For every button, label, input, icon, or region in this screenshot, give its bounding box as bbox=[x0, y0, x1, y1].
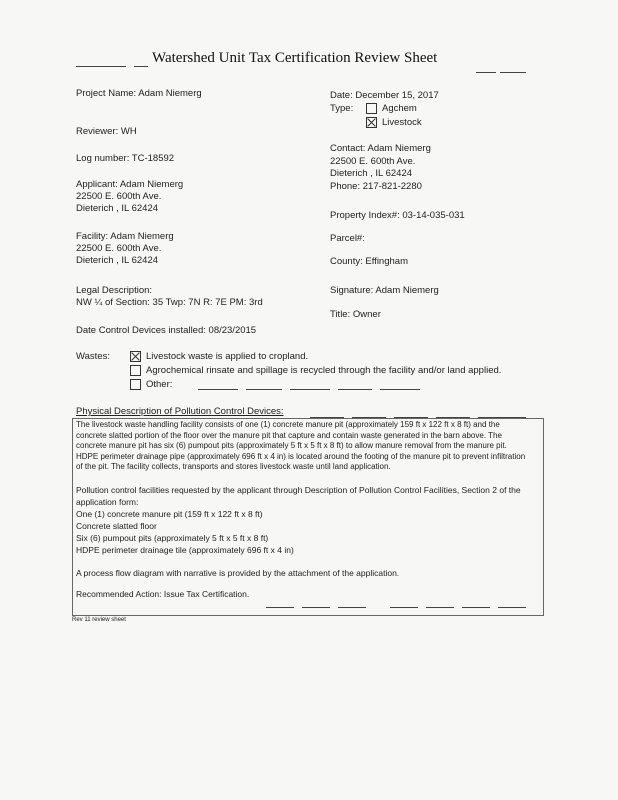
contact-phone: Phone: 217-821-2280 bbox=[330, 180, 422, 192]
requested-facilities-list bbox=[76, 508, 294, 556]
review-date: Date: December 15, 2017 bbox=[330, 90, 439, 101]
reviewer: Reviewer: WH bbox=[76, 126, 137, 137]
waste-option-other bbox=[130, 379, 172, 390]
type-label: Type: bbox=[330, 103, 354, 114]
facility-street: 22500 E. 600th Ave. bbox=[76, 243, 162, 254]
revision-note: Rev 11 review sheet bbox=[72, 617, 126, 623]
waste-agrochemical-checkbox bbox=[130, 365, 141, 376]
parcel-number: Parcel#: bbox=[330, 233, 365, 244]
contact-street: 22500 E. 600th Ave. bbox=[330, 155, 416, 167]
type-livestock bbox=[366, 117, 422, 128]
applicant-block bbox=[76, 179, 183, 215]
agchem-checkbox bbox=[366, 103, 377, 114]
contact-city: Dieterich , IL 62424 bbox=[330, 168, 413, 179]
physical-description-text: The livestock waste handling facility consists of one (1) concrete manure pit (approximately 159 ft x 122 ft x 8 ft) and the concrete slatted portion of the floor over the manure pit that capture and contain waste generated in the barn above. The concrete manure pit has six (6) pumpout pits (approximately 5 ft x 5 ft x 8 ft) to allow manure removal from the manure pit. HDPE perimeter drainage pipe (approximately 696 ft x 4 in) is located around the footing of the manure pit to prevent infiltration of the pit. The facility collects, transports and stores livestock waste until land application. bbox=[76, 420, 526, 471]
legal-description bbox=[76, 285, 263, 309]
applicant-city: Dieterich , IL 62424 bbox=[76, 203, 159, 214]
wastes-label: Wastes: bbox=[76, 351, 110, 362]
page-title: Watershed Unit Tax Certification Review Sheet bbox=[152, 50, 438, 66]
applicant-street: 22500 E. 600th Ave. bbox=[76, 191, 162, 202]
list-item: HDPE perimeter drainage tile (approximately 696 ft x 4 in) bbox=[76, 545, 294, 555]
type-agchem bbox=[366, 103, 417, 114]
waste-agrochemical-text: Agrochemical rinsate and spillage is recycled through the facility and/or land applied. bbox=[146, 365, 502, 377]
legal-description-section: NW ¼ of Section: 35 Twp: 7N R: 7E PM: 3rd bbox=[76, 297, 263, 308]
property-index: Property Index#: 03-14-035-031 bbox=[330, 210, 465, 221]
waste-livestock-checkbox bbox=[130, 351, 141, 362]
waste-other-checkbox bbox=[130, 379, 141, 390]
facility-city: Dieterich , IL 62424 bbox=[76, 255, 159, 266]
recommended-action: Recommended Action: Issue Tax Certification. bbox=[76, 589, 250, 599]
waste-option-agrochemical bbox=[130, 365, 501, 376]
applicant-name: Applicant: Adam Niemerg bbox=[76, 179, 184, 190]
legal-description-label: Legal Description: bbox=[76, 285, 153, 296]
date-control-devices: Date Control Devices installed: 08/23/2015 bbox=[76, 325, 257, 336]
requested-facilities-intro: Pollution control facilities requested by the applicant through Description of Pollution Control Facilities, Section 2 of the application form: bbox=[76, 485, 521, 507]
signature: Signature: Adam Niemerg bbox=[330, 285, 439, 296]
list-item: Six (6) pumpout pits (approximately 5 ft x 5 ft x 8 ft) bbox=[76, 533, 269, 543]
project-name: Project Name: Adam Niemerg bbox=[76, 88, 202, 99]
waste-other-text: Other: bbox=[146, 379, 173, 391]
facility-block bbox=[76, 231, 174, 267]
process-flow-note: A process flow diagram with narrative is provided by the attachment of the application. bbox=[76, 568, 400, 578]
livestock-checkbox bbox=[366, 117, 377, 128]
physical-description-heading: Physical Description of Pollution Control Devices: bbox=[76, 406, 284, 417]
waste-option-livestock bbox=[130, 351, 308, 362]
log-number: Log number: TC-18592 bbox=[76, 153, 175, 164]
county: County: Effingham bbox=[330, 256, 408, 267]
list-item: Concrete slatted floor bbox=[76, 521, 157, 531]
livestock-label: Livestock bbox=[382, 117, 422, 129]
title-field: Title: Owner bbox=[330, 309, 381, 320]
waste-livestock-text: Livestock waste is applied to cropland. bbox=[146, 351, 309, 363]
facility-name: Facility: Adam Niemerg bbox=[76, 231, 174, 242]
list-item: One (1) concrete manure pit (159 ft x 122 ft x 8 ft) bbox=[76, 509, 263, 519]
agchem-label: Agchem bbox=[382, 103, 417, 115]
contact-block bbox=[330, 143, 431, 193]
contact-name: Contact: Adam Niemerg bbox=[330, 143, 431, 154]
